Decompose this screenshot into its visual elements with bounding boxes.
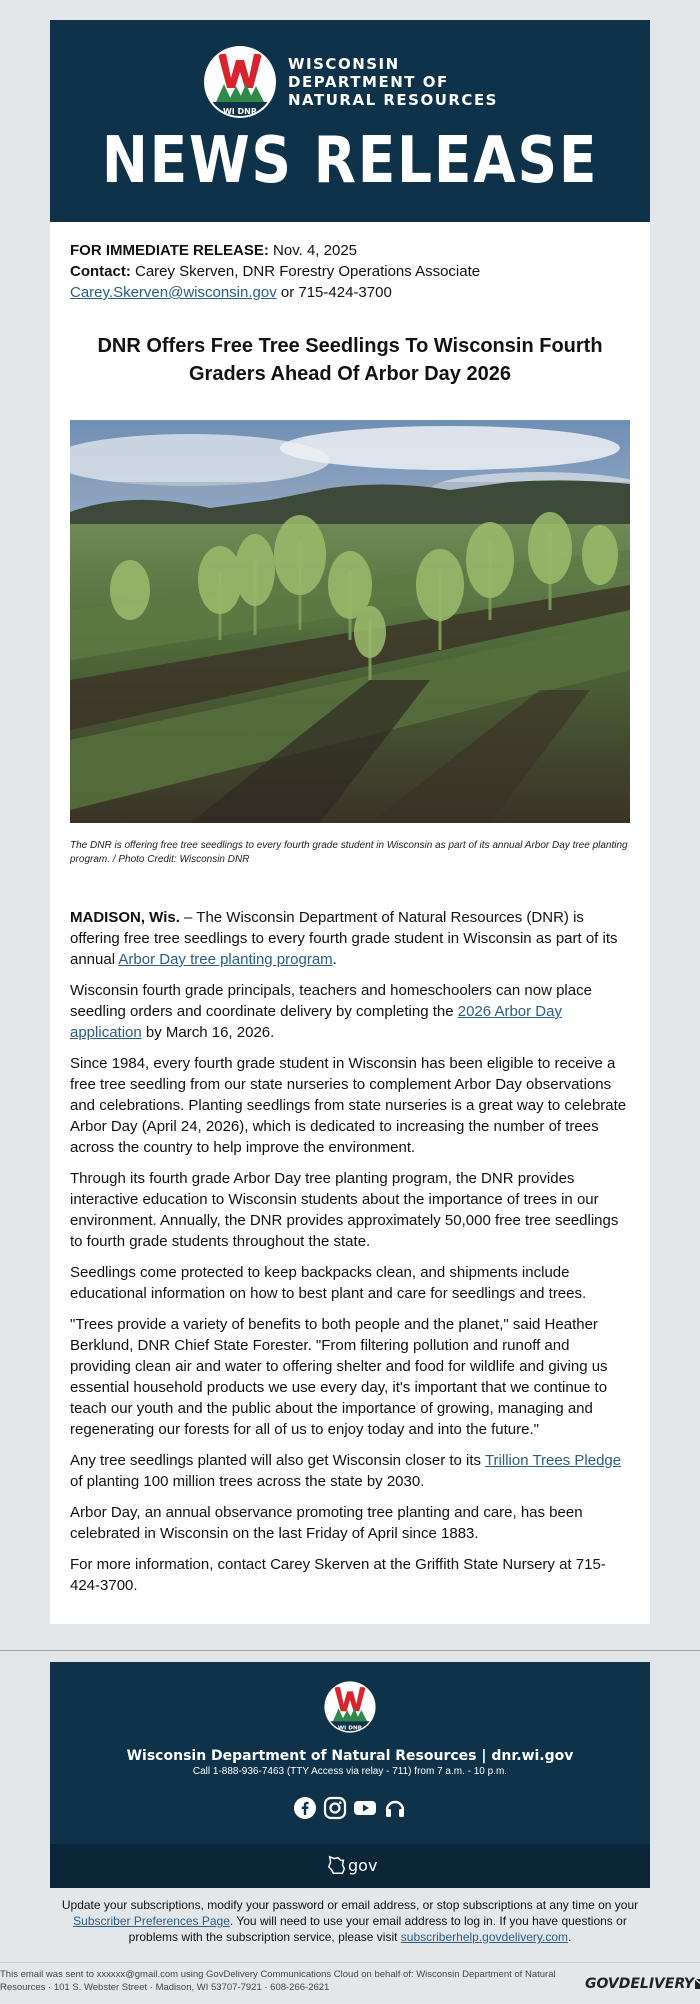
seedlings-photo [70,420,630,823]
trillion-trees-pledge-link[interactable]: Trillion Trees Pledge [484,1452,622,1469]
contact-email-link[interactable]: Carey.Skerven@wisconsin.gov [70,284,277,301]
dnr-logo-icon [202,44,278,120]
dnr-logo-row [50,44,650,120]
paragraph-7-text: Any tree seedlings planted will also get Wisconsin closer to its [70,1452,485,1469]
footer-phone: Call 1-888-936-7463 (TTY Access via relay - 711) from 7 a.m. - 10 p.m. [192,1766,508,1777]
news-header [50,20,650,222]
contact-name: Carey Skerven, DNR Forestry Operations Associate [130,263,481,280]
org-line-2: DEPARTMENT OF [288,73,449,91]
subscription-text-1: Update your subscriptions, modify your password or email address, or stop subscriptions at any time on your [61,1898,639,1912]
subscriber-preferences-link[interactable]: Subscriber Preferences Page [73,1914,230,1928]
org-name [288,55,498,109]
svg-text:WI DNR: WI DNR [337,1725,363,1732]
dateline: MADISON, Wis. [70,909,180,926]
contact-email-line [70,282,630,303]
contact-label: Contact: [70,263,131,280]
gov-text: gov [348,1855,378,1875]
instagram-icon[interactable] [323,1796,347,1820]
facebook-icon[interactable] [293,1796,317,1820]
paragraph-7 [70,1450,630,1492]
social-links [50,1796,650,1820]
paragraph-8: Arbor Day, an annual observance promoting tree planting and care, has been celebrated in Wisconsin on the last Friday of April since 1883. [70,1504,583,1542]
footer [50,1662,650,1888]
paragraph-9: For more information, contact Carey Skerven at the Griffith State Nursery at 715-424-3700. [70,1556,606,1594]
subscription-text-2: . You will need to use your email address to log in. If you have questions or problems with the subscription service, please visit [128,1914,627,1944]
org-line-1: WISCONSIN [288,55,400,73]
arbor-day-application-link[interactable]: 2026 Arbor Day application [70,1003,562,1041]
youtube-icon[interactable] [353,1796,377,1820]
footer-org-name[interactable]: Wisconsin Department of Natural Resources | dnr.wi.gov [126,1748,574,1764]
release-label: FOR IMMEDIATE RELEASE: [70,242,269,259]
paragraph-2-end: by March 16, 2026. [141,1024,275,1041]
paragraph-4: Through its fourth grade Arbor Day tree planting program, the DNR provides interactive education to Wisconsin students about the importance of trees in our environment. Annually, the DNR provides approximately 50,000 free tree seedlings to fourth grade students throughout the state. [70,1170,619,1250]
podcast-icon[interactable] [383,1796,407,1820]
section-divider [0,1650,700,1651]
release-line [70,240,630,261]
email-card [50,20,650,1624]
govdelivery-logo[interactable] [585,1976,700,1992]
govdelivery-text: GOVDELIVERY [585,1976,695,1992]
wisconsin-outline-icon [326,1854,348,1876]
legal-text: This email was sent to xxxxxx@gmail.com using GovDelivery Communications Cloud on behalf of: Wisconsin Department of Natural Resources · 101 S. Webster Street · Madison, WI 53707-7921 · 608-266-2621 [0,1969,556,1993]
release-meta [70,240,630,303]
arbor-day-program-link[interactable]: Arbor Day tree planting program [118,951,333,968]
paragraph-1-end: . [332,951,337,968]
subscription-text-3: . [567,1930,572,1944]
seedlings-photo-image [70,420,630,823]
release-date: Nov. 4, 2025 [268,242,358,259]
svg-text:WI DNR: WI DNR [222,107,258,116]
photo-caption: The DNR is offering free tree seedlings to every fourth grade student in Wisconsin as part of its annual Arbor Day tree planting program. / Photo Credit: Wisconsin DNR [70,840,628,865]
subscriber-help-link[interactable]: subscriberhelp.govdelivery.com [400,1930,568,1944]
news-release-title: NEWS RELEASE [101,124,599,198]
paragraph-7-end: of planting 100 million trees across the state by 2030. [70,1473,425,1490]
paragraph-2 [70,980,630,1043]
contact-phone: or 715-424-3700 [276,284,392,301]
paragraph-5: Seedlings come protected to keep backpacks clean, and shipments include educational information on how to best plant and care for seedlings and trees. [70,1264,587,1302]
envelope-icon [694,1977,700,1991]
paragraph-6: "Trees provide a variety of benefits to both people and the planet," said Heather Berklund, DNR Chief State Forester. "From filtering pollution and runoff and providing clean air and water to offering shelter and food for wildlife and giving us essential household products we use every day, it's important that we continue to teach our youth and the public about the importance of growing, managing and regenerating our forests for all of us to enjoy today and into the future." [70,1316,608,1438]
wi-gov-band [50,1844,650,1888]
paragraph-2-text: Wisconsin fourth grade principals, teachers and homeschoolers can now place seedling orders and coordinate delivery by completing the [70,982,592,1020]
contact-line [70,261,630,282]
org-line-3: NATURAL RESOURCES [288,91,498,109]
paragraph-1 [70,907,630,970]
wi-gov-logo[interactable] [326,1854,377,1876]
footer-dnr-logo-icon [323,1680,377,1734]
article-body [70,907,630,1606]
paragraph-1-text: – The Wisconsin Department of Natural Resources (DNR) is offering free tree seedlings to every fourth grade student in Wisconsin as part of its annual [70,909,618,968]
paragraph-3: Since 1984, every fourth grade student in Wisconsin has been eligible to receive a free tree seedling from our state nurseries to complement Arbor Day observations and celebrations. Planting seedlings from state nurseries is a great way to celebrate Arbor Day (April 24, 2026), which is dedicated to increasing the number of trees across the country to help improve the environment. [70,1055,627,1156]
legal-divider [0,1962,700,1963]
headline: DNR Offers Free Tree Seedlings To Wisconsin Fourth Graders Ahead Of Arbor Day 2026 [97,335,603,385]
subscription-notice [56,1897,644,1945]
